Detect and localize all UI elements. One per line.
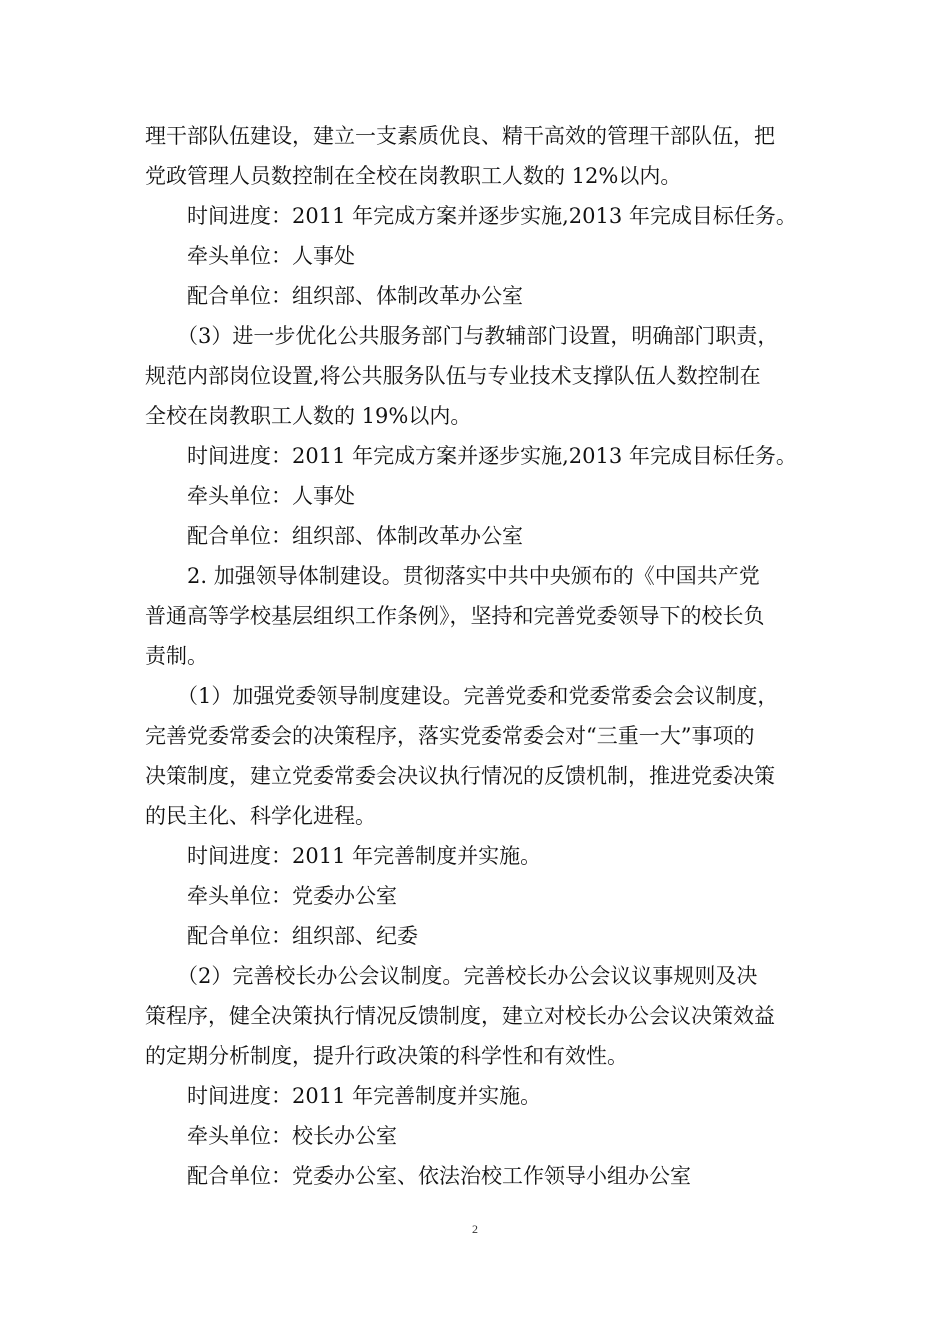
paragraph-line: 的定期分析制度，提升行政决策的科学性和有效性。 xyxy=(145,1044,628,1068)
schedule-line: 时间进度：2011 年完成方案并逐步实施,2013 年完成目标任务。 xyxy=(187,204,797,228)
paragraph-line: 完善党委常委会的决策程序，落实党委常委会对“三重一大”事项的 xyxy=(145,724,755,748)
paragraph-line: 普通高等学校基层组织工作条例》，坚持和完善党委领导下的校长负 xyxy=(145,604,765,628)
item-heading-line: （3）进一步优化公共服务部门与教辅部门设置，明确部门职责， xyxy=(177,324,779,348)
paragraph-line: 党政管理人员数控制在全校在岗教职工人数的 12%以内。 xyxy=(145,164,682,188)
lead-unit-line: 牵头单位：党委办公室 xyxy=(187,884,397,908)
paragraph-line: 规范内部岗位设置,将公共服务队伍与专业技术支撑队伍人数控制在 xyxy=(145,364,761,388)
schedule-line: 时间进度：2011 年完成方案并逐步实施,2013 年完成目标任务。 xyxy=(187,444,797,468)
support-unit-line: 配合单位：组织部、体制改革办公室 xyxy=(187,524,523,548)
support-unit-line: 配合单位：组织部、纪委 xyxy=(187,924,418,948)
schedule-line: 时间进度：2011 年完善制度并实施。 xyxy=(187,1084,542,1108)
section-heading-line: 2. 加强领导体制建设。贯彻落实中共中央颁布的《中国共产党 xyxy=(187,564,760,588)
item-heading-line: （1）加强党委领导制度建设。完善党委和党委常委会会议制度， xyxy=(177,684,779,708)
paragraph-line: 责制。 xyxy=(145,644,208,668)
page-number: 2 xyxy=(472,1222,478,1236)
paragraph-line: 的民主化、科学化进程。 xyxy=(145,804,376,828)
item-heading-line: （2）完善校长办公会议制度。完善校长办公会议议事规则及决 xyxy=(177,964,758,988)
lead-unit-line: 牵头单位：校长办公室 xyxy=(187,1124,397,1148)
paragraph-line: 策程序，健全决策执行情况反馈制度，建立对校长办公会议决策效益 xyxy=(145,1004,775,1028)
support-unit-line: 配合单位：组织部、体制改革办公室 xyxy=(187,284,523,308)
schedule-line: 时间进度：2011 年完善制度并实施。 xyxy=(187,844,542,868)
lead-unit-line: 牵头单位：人事处 xyxy=(187,244,355,268)
paragraph-line: 理干部队伍建设，建立一支素质优良、精干高效的管理干部队伍，把 xyxy=(145,124,775,148)
paragraph-line: 决策制度，建立党委常委会决议执行情况的反馈机制，推进党委决策 xyxy=(145,764,775,788)
lead-unit-line: 牵头单位：人事处 xyxy=(187,484,355,508)
paragraph-line: 全校在岗教职工人数的 19%以内。 xyxy=(145,404,472,428)
document-body xyxy=(145,116,815,1196)
support-unit-line: 配合单位：党委办公室、依法治校工作领导小组办公室 xyxy=(187,1164,691,1188)
